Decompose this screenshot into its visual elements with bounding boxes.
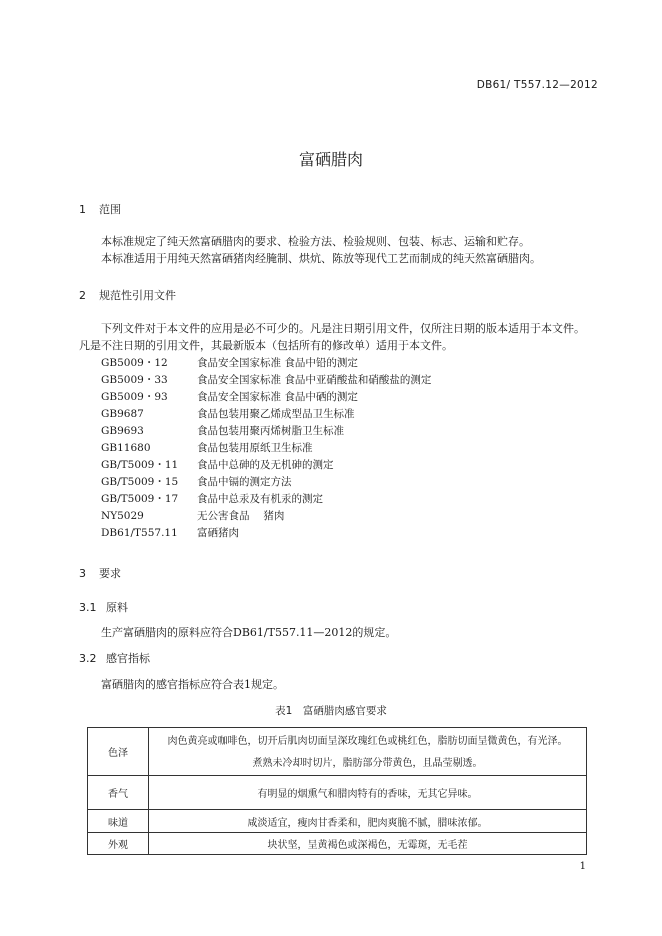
reference-item [101, 474, 581, 491]
table-caption: 表1 富硒腊肉感官要求 [275, 705, 387, 717]
table-value-line: 煮熟未冷却时切片，脂肪部分带黄色，且晶莹剔透。 [252, 757, 483, 769]
standard-code: DB61/ T557.12—2012 [476, 79, 598, 91]
subsection-3-1-heading [79, 599, 128, 615]
table-key-cell: 外观 [88, 833, 149, 855]
table-row [88, 810, 587, 833]
reference-item [101, 508, 581, 525]
reference-name: 富硒猪肉 [197, 527, 239, 539]
document-title: 富硒腊肉 [298, 150, 363, 169]
reference-item [101, 423, 581, 440]
reference-code: GB5009・93 [101, 391, 168, 403]
reference-code: GB5009・33 [101, 374, 168, 386]
section-number: 1 [79, 203, 86, 216]
section-3-heading [79, 565, 121, 581]
table-key-cell: 香气 [88, 776, 149, 810]
reference-code: GB11680 [101, 442, 151, 454]
reference-item [101, 372, 581, 389]
subsection-3-2-heading [79, 650, 150, 666]
table-value-cell: 块状坚，呈黄褐色或深褐色，无霉斑，无毛茬 [149, 833, 587, 855]
reference-item [101, 525, 581, 542]
section-title: 要求 [99, 567, 121, 580]
table-row [88, 833, 587, 855]
reference-name: 食品中总汞及有机汞的测定 [197, 493, 323, 505]
reference-code: GB9693 [101, 425, 144, 437]
subsection-number: 3.1 [79, 601, 97, 614]
table-value-cell: 有明显的烟熏气和腊肉特有的香味，无其它异味。 [149, 776, 587, 810]
table-row [88, 776, 587, 810]
sensory-paragraph: 富硒腊肉的感官指标应符合表1规定。 [101, 678, 284, 691]
reference-code: NY5029 [101, 510, 144, 522]
reference-item [101, 457, 581, 474]
reference-list [101, 355, 581, 542]
reference-name: 无公害食品 猪肉 [197, 510, 285, 522]
reference-name: 食品包装用聚乙烯成型品卫生标准 [197, 408, 355, 420]
section-2-heading [79, 287, 176, 303]
table-key-cell: 味道 [88, 810, 149, 833]
reference-name: 食品包装用聚丙烯树脂卫生标准 [197, 425, 344, 437]
scope-paragraph-1: 本标准规定了纯天然富硒腊肉的要求、检验方法、检验规则、包装、标志、运输和贮存。 [101, 235, 530, 248]
reference-name: 食品安全国家标准 食品中亚硝酸盐和硝酸盐的测定 [197, 374, 432, 386]
reference-item [101, 440, 581, 457]
reference-name: 食品安全国家标准 食品中硒的测定 [197, 391, 358, 403]
reference-code: DB61/T557.11 [101, 527, 178, 539]
sensory-requirements-table [87, 727, 587, 855]
table-value-line: 肉色黄亮或咖啡色，切开后肌肉切面呈深玫瑰红色或桃红色，脂肪切面呈微黄色，有光泽。 [167, 735, 568, 747]
section-title: 范围 [99, 203, 121, 216]
table-value-cell [149, 728, 587, 776]
reference-code: GB/T5009・17 [101, 493, 179, 505]
table-key-cell: 色泽 [88, 728, 149, 776]
refs-intro-line-2: 凡是不注日期的引用文件，其最新版本（包括所有的修改单）适用于本文件。 [79, 339, 453, 352]
table-value-cell: 咸淡适宜，瘦肉甘香柔和，肥肉爽脆不腻，腊味浓郁。 [149, 810, 587, 833]
reference-name: 食品包装用原纸卫生标准 [197, 442, 313, 454]
reference-code: GB5009・12 [101, 357, 168, 369]
reference-code: GB/T5009・15 [101, 476, 179, 488]
subsection-number: 3.2 [79, 652, 97, 665]
reference-item [101, 389, 581, 406]
reference-name: 食品安全国家标准 食品中铅的测定 [197, 357, 358, 369]
reference-item [101, 406, 581, 423]
section-number: 2 [79, 289, 86, 302]
raw-material-paragraph: 生产富硒腊肉的原料应符合DB61/T557.11—2012的规定。 [101, 626, 397, 639]
reference-code: GB/T5009・11 [101, 459, 179, 471]
section-title: 规范性引用文件 [99, 289, 176, 302]
section-number: 3 [79, 567, 86, 580]
scope-paragraph-2: 本标准适用于用纯天然富硒猪肉经腌制、烘炕、陈放等现代工艺而制成的纯天然富硒腊肉。 [101, 252, 541, 265]
reference-code: GB9687 [101, 408, 144, 420]
reference-item [101, 355, 581, 372]
reference-name: 食品中总砷的及无机砷的测定 [197, 459, 334, 471]
subsection-title: 原料 [106, 601, 128, 614]
reference-item [101, 491, 581, 508]
reference-name: 食品中镉的测定方法 [197, 476, 292, 488]
page-number: 1 [579, 861, 586, 872]
refs-intro-line-1: 下列文件对于本文件的应用是必不可少的。凡是注日期引用文件，仅所注日期的版本适用于本文件。 [101, 322, 585, 335]
subsection-title: 感官指标 [106, 652, 150, 665]
section-1-heading [79, 201, 121, 217]
table-row [88, 728, 587, 776]
